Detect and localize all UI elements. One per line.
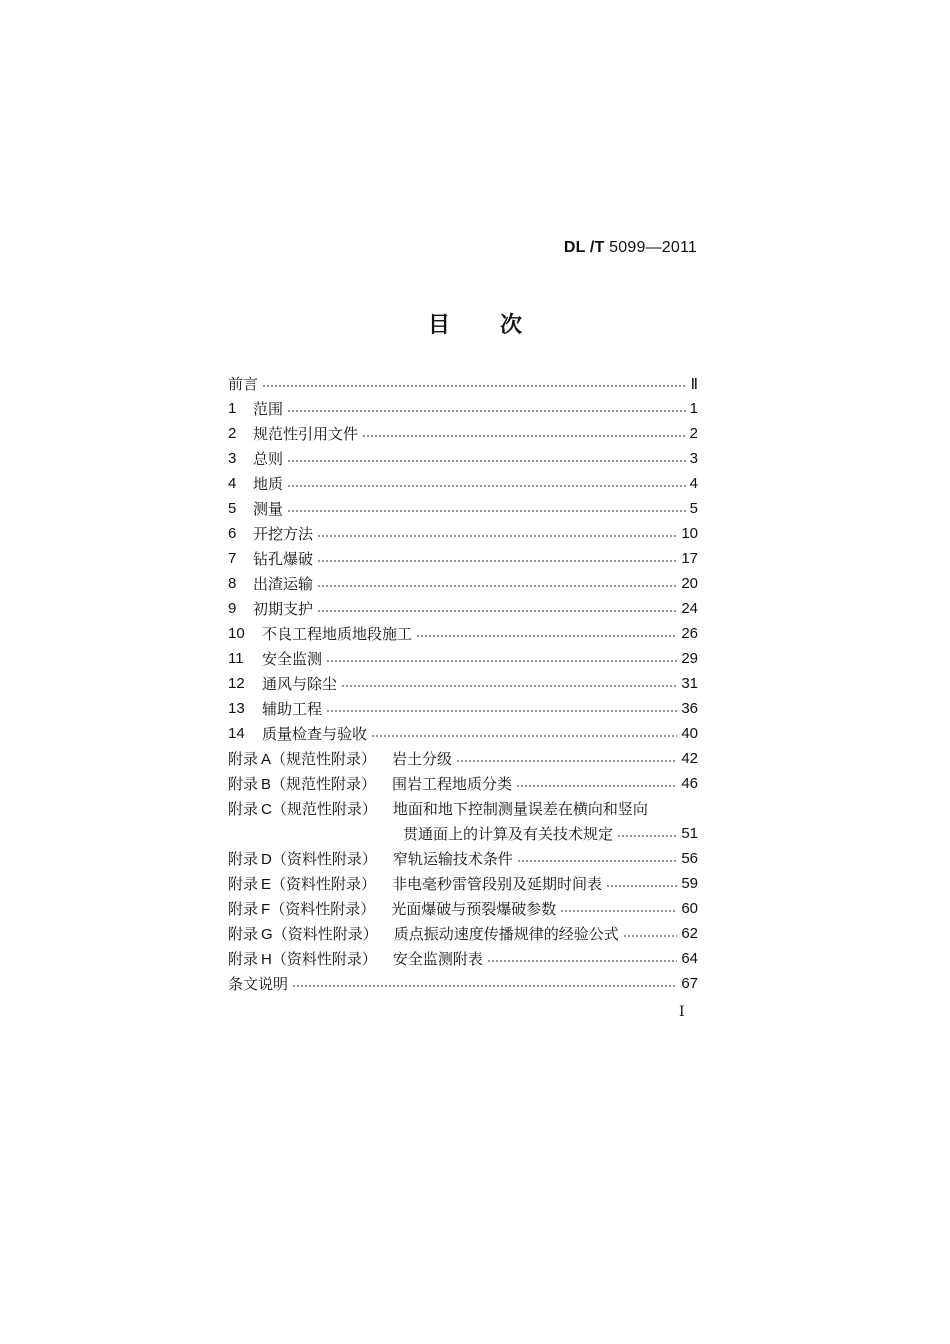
toc-entry-page: 31	[681, 675, 698, 692]
dot-leader	[317, 533, 677, 539]
toc-entry[interactable]	[228, 446, 698, 471]
toc-entry[interactable]	[228, 971, 698, 996]
toc-entry-title: 贯通面上的计算及有关技术规定	[403, 825, 614, 843]
appendix-letter: C	[261, 801, 272, 818]
toc-entry-page: 59	[681, 875, 698, 892]
appendix-letter: A	[261, 751, 272, 768]
toc-entry-number: 2	[228, 425, 237, 442]
toc-entry-title: 岩土分级	[392, 750, 453, 768]
toc-entry-number: 11	[228, 650, 244, 667]
toc-entry-page: 56	[681, 850, 698, 867]
dot-leader	[287, 458, 686, 464]
toc-entry-title: 总则	[253, 450, 284, 468]
dot-leader	[341, 683, 677, 689]
toc-entry[interactable]	[228, 946, 698, 971]
toc-entry[interactable]	[228, 771, 698, 796]
toc-entry-title: 通风与除尘	[262, 675, 338, 693]
dot-leader	[371, 733, 677, 739]
toc-entry-title: 窄轨运输技术条件	[392, 850, 513, 868]
appendix-prefix: 附录	[228, 850, 259, 868]
toc-entry[interactable]	[228, 696, 698, 721]
appendix-type: （资料性附录）	[271, 850, 377, 868]
standard-dash: —	[645, 239, 662, 256]
toc-entry-title: 非电毫秒雷管段别及延期时间表	[392, 875, 603, 893]
toc-entry-title: 质量检查与验收	[262, 725, 368, 743]
toc-entry-number: 1	[228, 400, 237, 417]
appendix-letter: E	[261, 876, 272, 893]
dot-leader	[326, 658, 677, 664]
toc-entry-number: 4	[228, 475, 237, 492]
toc-entry-page: 24	[681, 600, 698, 617]
dot-leader	[416, 633, 677, 639]
appendix-prefix: 附录	[228, 950, 259, 968]
toc-entry-page: 29	[681, 650, 698, 667]
toc-entry[interactable]	[228, 471, 698, 496]
dot-leader	[362, 433, 686, 439]
appendix-designation	[228, 748, 376, 769]
toc-entry[interactable]	[228, 821, 698, 846]
toc-entry-title: 安全监测	[262, 650, 323, 668]
appendix-type: （规范性附录）	[271, 800, 377, 818]
toc-entry-title: 范围	[253, 400, 284, 418]
dot-leader	[487, 958, 677, 964]
dot-leader	[326, 708, 677, 714]
toc-entry[interactable]	[228, 496, 698, 521]
appendix-type: （规范性附录）	[271, 750, 377, 768]
toc-entry[interactable]	[228, 746, 698, 771]
appendix-prefix: 附录	[228, 775, 259, 793]
toc-entry[interactable]	[228, 796, 698, 821]
toc-entry-title: 安全监测附表	[392, 950, 483, 968]
toc-entry[interactable]	[228, 521, 698, 546]
toc-entry-page: 51	[681, 825, 698, 842]
toc-entry-number: 8	[228, 575, 237, 592]
table-of-contents	[228, 371, 698, 996]
toc-entry-title: 地质	[253, 475, 284, 493]
appendix-designation	[228, 773, 376, 794]
toc-entry-page: 2	[689, 425, 698, 442]
toc-entry-title: 开挖方法	[253, 525, 314, 543]
toc-entry-page: 40	[681, 725, 698, 742]
toc-entry-page: 26	[681, 625, 698, 642]
dot-leader	[317, 608, 677, 614]
appendix-designation	[228, 798, 377, 819]
toc-entry[interactable]	[228, 671, 698, 696]
toc-entry-title: 围岩工程地质分类	[392, 775, 513, 793]
title-char-1: 目	[427, 313, 450, 338]
dot-leader	[317, 583, 677, 589]
appendix-letter: G	[261, 926, 273, 943]
appendix-prefix: 附录	[228, 900, 259, 918]
toc-entry-page: 3	[689, 450, 698, 467]
toc-entry-page: 17	[681, 550, 698, 567]
appendix-prefix: 附录	[228, 800, 259, 818]
toc-entry-page: 36	[681, 700, 698, 717]
toc-entry[interactable]	[228, 646, 698, 671]
toc-entry-number: 9	[228, 600, 237, 617]
dot-leader	[606, 883, 677, 889]
appendix-type: （资料性附录）	[271, 950, 377, 968]
appendix-type: （资料性附录）	[271, 875, 377, 893]
toc-entry[interactable]	[228, 371, 698, 396]
appendix-designation	[228, 923, 378, 944]
toc-entry-page: Ⅱ	[690, 375, 698, 393]
title-char-2: 次	[500, 313, 523, 338]
standard-number: 5099	[609, 239, 646, 256]
toc-entry-number: 6	[228, 525, 237, 542]
toc-entry-page: 20	[681, 575, 698, 592]
toc-entry-number: 7	[228, 550, 237, 567]
toc-entry-title: 前言	[228, 375, 259, 393]
toc-entry-title: 初期支护	[253, 600, 314, 618]
dot-leader	[317, 558, 677, 564]
toc-entry-title: 条文说明	[228, 975, 289, 993]
dot-leader	[516, 783, 677, 789]
toc-entry[interactable]	[228, 871, 698, 896]
toc-entry-number: 12	[228, 675, 245, 692]
appendix-type: （资料性附录）	[272, 925, 378, 943]
appendix-prefix: 附录	[228, 925, 259, 943]
dot-leader	[287, 408, 686, 414]
appendix-letter: B	[261, 776, 272, 793]
toc-entry-number: 14	[228, 725, 245, 742]
appendix-type: （资料性附录）	[270, 900, 376, 918]
toc-entry-title: 辅助工程	[262, 700, 323, 718]
toc-entry-page: 42	[681, 750, 698, 767]
toc-entry-title: 规范性引用文件	[253, 425, 359, 443]
appendix-designation	[228, 873, 376, 894]
dot-leader	[287, 508, 686, 514]
toc-entry[interactable]	[228, 396, 698, 421]
standard-prefix: DL /T	[563, 239, 605, 256]
appendix-prefix: 附录	[228, 875, 259, 893]
toc-entry-title: 地面和地下控制测量误差在横向和竖向	[392, 800, 648, 818]
toc-entry[interactable]	[228, 596, 698, 621]
toc-entry-number: 13	[228, 700, 245, 717]
page-title	[0, 308, 950, 339]
toc-entry[interactable]	[228, 846, 698, 871]
toc-entry[interactable]	[228, 896, 698, 921]
toc-entry-page: 67	[681, 975, 698, 992]
standard-year: 2011	[661, 239, 697, 256]
page-number: I	[679, 1004, 685, 1020]
toc-entry-number: 10	[228, 625, 245, 642]
standard-code	[564, 239, 697, 257]
toc-entry-title: 钻孔爆破	[253, 550, 314, 568]
appendix-type: （规范性附录）	[271, 775, 377, 793]
appendix-letter: H	[261, 951, 272, 968]
dot-leader	[617, 833, 677, 839]
appendix-designation	[228, 948, 377, 969]
toc-entry[interactable]	[228, 921, 698, 946]
toc-entry-page: 4	[689, 475, 698, 492]
toc-entry[interactable]	[228, 621, 698, 646]
toc-entry-title: 出渣运输	[253, 575, 314, 593]
toc-entry-title: 不良工程地质地段施工	[262, 625, 413, 643]
toc-entry-page: 10	[681, 525, 698, 542]
toc-entry-page: 64	[681, 950, 698, 967]
toc-entry-title: 光面爆破与预裂爆破参数	[391, 900, 557, 918]
toc-entry-page: 5	[689, 500, 698, 517]
toc-entry-number: 3	[228, 450, 237, 467]
toc-entry-page: 1	[689, 400, 698, 417]
appendix-prefix: 附录	[228, 750, 259, 768]
dot-leader	[456, 758, 677, 764]
toc-entry-page: 60	[681, 900, 698, 917]
dot-leader	[287, 483, 686, 489]
toc-entry-page: 46	[681, 775, 698, 792]
appendix-designation	[228, 898, 375, 919]
appendix-letter: F	[261, 901, 271, 918]
dot-leader	[292, 983, 677, 989]
toc-entry-title: 测量	[253, 500, 284, 518]
toc-entry[interactable]	[228, 571, 698, 596]
appendix-letter: D	[261, 851, 272, 868]
dot-leader	[623, 933, 678, 939]
toc-entry[interactable]	[228, 721, 698, 746]
toc-entry-title: 质点振动速度传播规律的经验公式	[393, 925, 619, 943]
dot-leader	[262, 383, 687, 389]
appendix-designation	[228, 848, 377, 869]
toc-entry-page: 62	[681, 925, 698, 942]
toc-entry[interactable]	[228, 546, 698, 571]
toc-entry-number: 5	[228, 500, 237, 517]
dot-leader	[560, 908, 677, 914]
dot-leader	[517, 858, 677, 864]
toc-entry[interactable]	[228, 421, 698, 446]
